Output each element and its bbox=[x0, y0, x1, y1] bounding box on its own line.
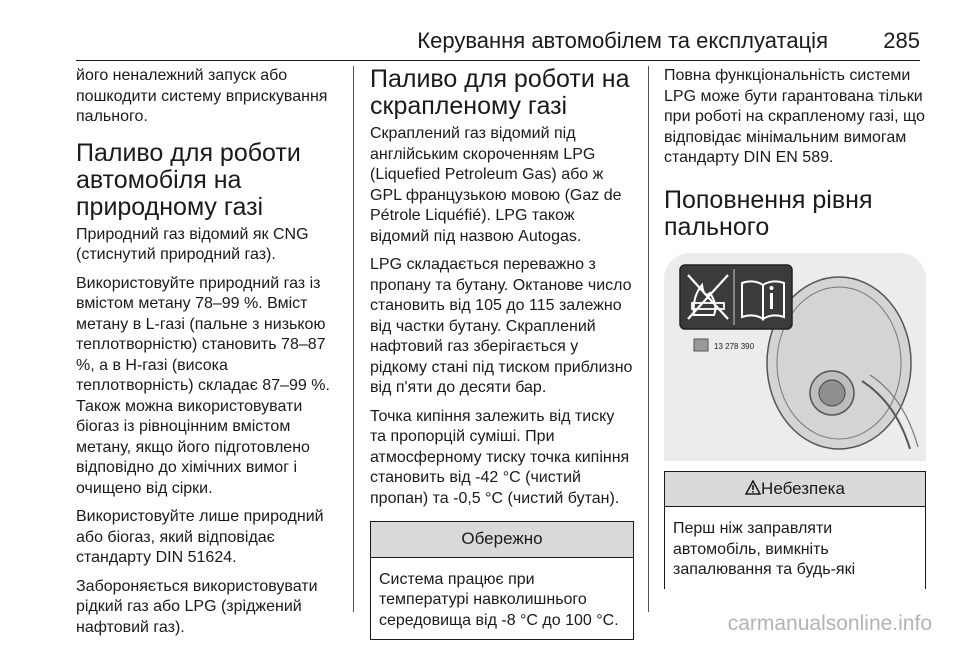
column-1 bbox=[76, 66, 338, 646]
paragraph: Скраплений газ відомий під англійським скороченням LPG (Liquefied Petroleum Gas) або ж GPL французькою мовою (Gaz de Pétrole Liquéfié). LPG також відомий під назвою Autogas. bbox=[370, 125, 622, 245]
paragraph: Природний газ відомий як CNG (стиснутий природний газ). bbox=[76, 225, 309, 263]
column-divider bbox=[353, 66, 354, 612]
column-divider bbox=[648, 66, 649, 612]
section-heading-refuelling: Поповнення рівня пального bbox=[664, 185, 873, 241]
caution-text: Система працює при температурі навколишнього середовища від -8 °C до 100 °C. bbox=[379, 570, 619, 629]
paragraph: LPG складається переважно з пропану та бутану. Октанове число становить від 105 до 115 залежно від частки бутану. Скраплений нафтовий газ зберігається у рідкому стані під тиском приблизно від п'яти до десяти бар. bbox=[370, 256, 633, 396]
paragraph: Повна функціональність системи LPG може бути гарантована тільки при роботі на скрапленому газі, що відповідає мінімальним вимогам стандарту DIN EN 589. bbox=[664, 67, 925, 166]
page-number: 285 bbox=[883, 28, 920, 53]
figure-number: 13 278 390 bbox=[714, 341, 755, 351]
danger-box bbox=[664, 471, 926, 589]
column-3 bbox=[664, 66, 926, 589]
danger-title: Небезпека bbox=[761, 478, 845, 498]
fuel-flap-illustration bbox=[664, 253, 926, 461]
warning-triangle-icon bbox=[745, 480, 761, 495]
continued-paragraph: його неналежний запуск або пошкодити систему вприскування пального. bbox=[76, 67, 328, 125]
header-title: Керування автомобілем та експлуатація bbox=[417, 28, 828, 53]
section-heading-cng: Паливо для роботи автомобіля на природному газі bbox=[76, 138, 301, 221]
danger-text: Перш ніж заправляти автомобіль, вимкніть запалювання та будь-які bbox=[673, 520, 856, 578]
paragraph: Використовуйте природний газ із вмістом метану 78–99 %. Вміст метану в L-газі (пальне з низькою теплотворністю) становить 78–87 %, а в Н-газі (висока теплотворність) складає 87–99 %. Також можна використовувати біогаз із рівноцінним вмістом метану, якщо його підготовлено відповідно до хімічних вимог і очищено від сірки. bbox=[76, 274, 330, 497]
fuel-flap-drawing bbox=[664, 253, 926, 461]
paragraph: Використовуйте лише природний або біогаз, який відповідає стандарту DIN 51624. bbox=[76, 508, 324, 566]
column-2 bbox=[370, 66, 634, 640]
caution-title: Обережно bbox=[371, 522, 633, 558]
caution-box bbox=[370, 521, 634, 640]
paragraph: Точка кипіння залежить від тиску та пропорцій суміші. При атмосферному тиску точка кипіння становить від -42 °C (чистий пропан) та -0,5 °C (чистий бутан). bbox=[370, 407, 630, 507]
watermark: carmanualsonline.info bbox=[727, 612, 932, 635]
danger-header bbox=[665, 472, 925, 508]
section-heading-lpg: Паливо для роботи на скрапленому газі bbox=[370, 65, 630, 120]
page-header bbox=[76, 22, 920, 61]
paragraph: Забороняється використовувати рідкий газ або LPG (зріджений нафтовий газ). bbox=[76, 577, 318, 636]
